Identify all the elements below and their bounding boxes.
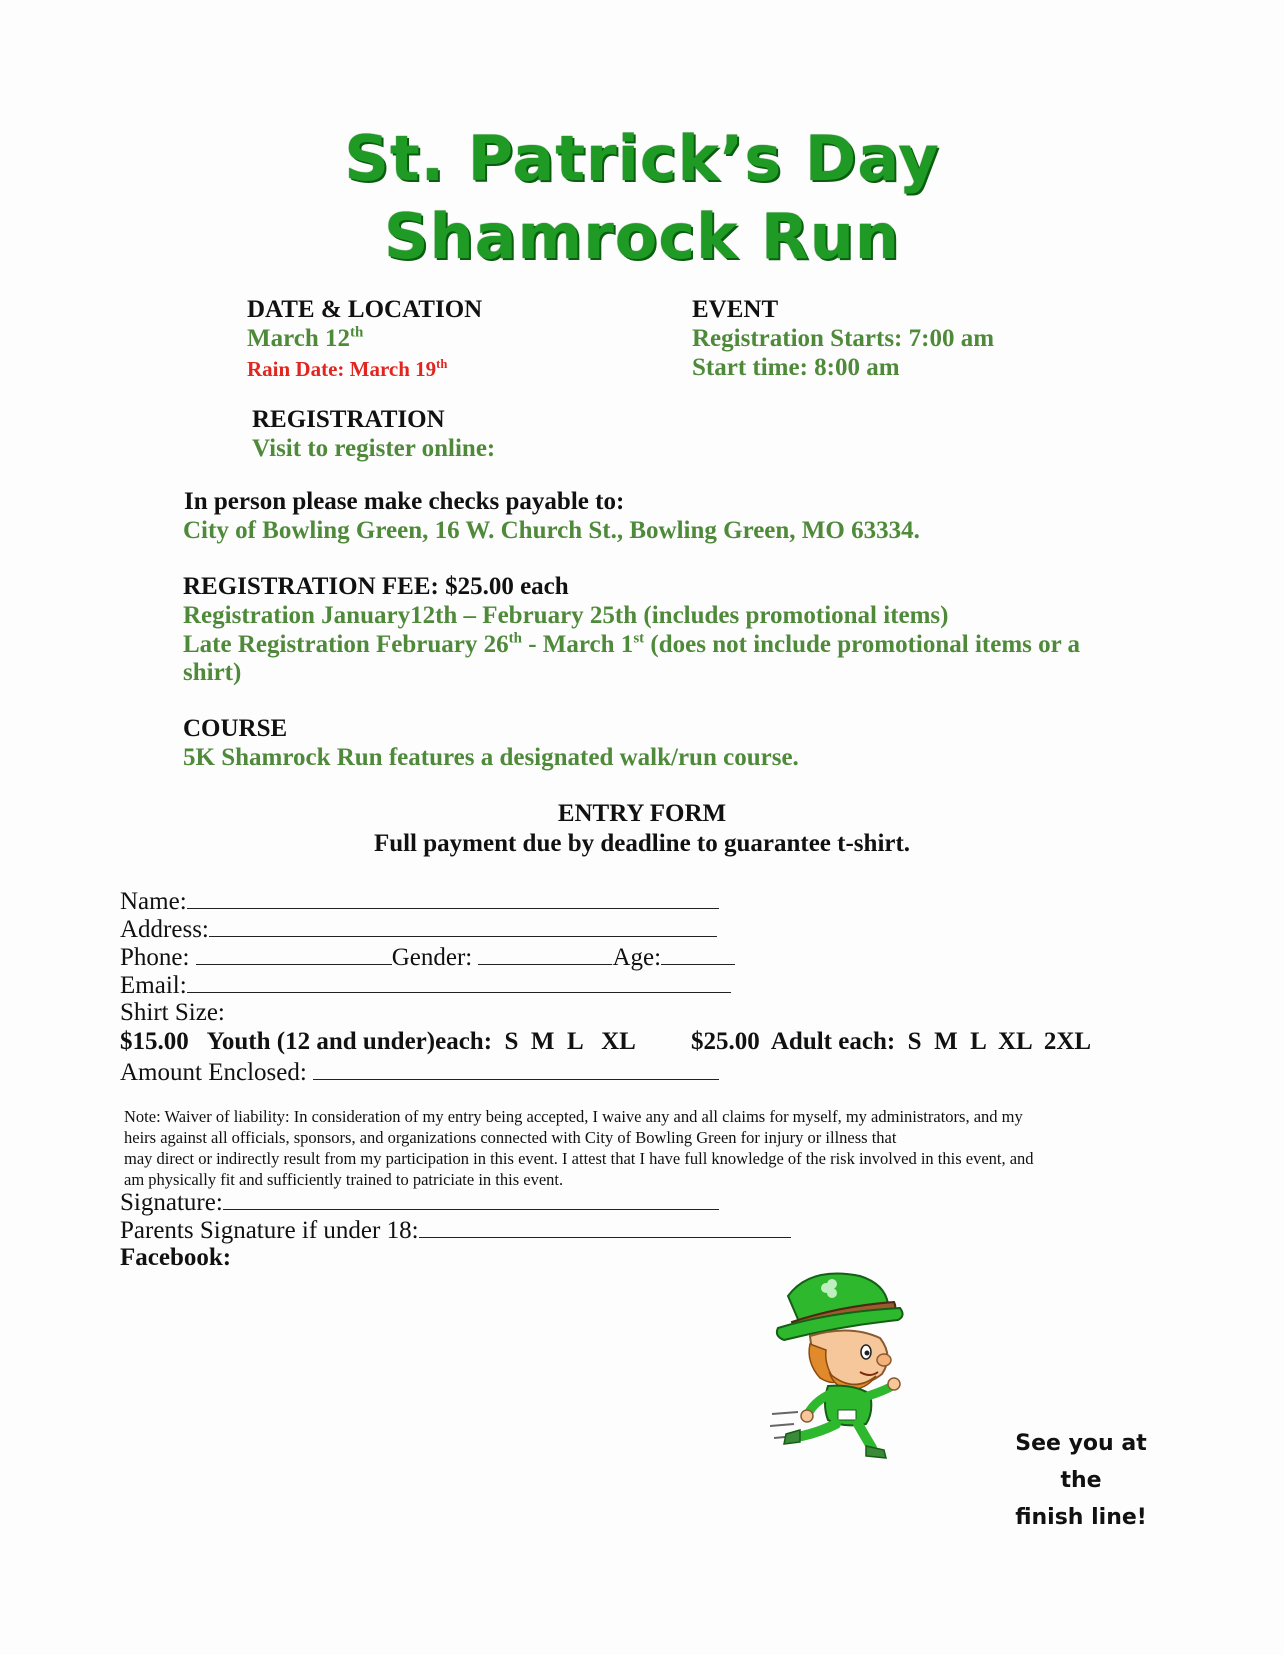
name-field[interactable] [187, 886, 719, 909]
email-field-row [120, 970, 731, 1000]
age-label: Age: [612, 944, 662, 971]
date-location-heading: DATE & LOCATION [247, 296, 483, 323]
name-field-row [120, 886, 719, 916]
register-online-text: Visit to register online: [252, 435, 496, 462]
facebook-label: Facebook: [120, 1244, 232, 1271]
phone-label: Phone: [120, 944, 190, 971]
registration-start-time: Registration Starts: 7:00 am [692, 325, 995, 352]
phone-field[interactable] [196, 942, 392, 965]
name-label: Name: [120, 888, 187, 915]
course-heading: COURSE [183, 715, 288, 742]
email-label: Email: [120, 972, 187, 999]
signature-label: Signature: [120, 1189, 223, 1216]
payable-address: City of Bowling Green, 16 W. Church St., Bowling Green, MO 63334. [183, 517, 920, 544]
course-text: 5K Shamrock Run features a designated walk/run course. [183, 744, 799, 771]
waiver-note: Note: Waiver of liability: In consideration of my entry being accepted, I waive any and all claims for myself, my administrators, and my heirs against all officials, sponsors, and organizations connected with City of Bowling Green for injury or illness that may direct or indirectly result from my participation in this event. I attest that I have full knowledge of the risk involved in this event, and am physically fit and sufficiently trained to patriciate in this event. [124, 1107, 1034, 1189]
youth-shirt-sizes: $15.00 Youth (12 and under)each: S M L XL [120, 1028, 636, 1055]
amount-field-row [120, 1057, 719, 1087]
title-line1: St. Patrick’s Day [344, 122, 940, 195]
gender-field[interactable] [478, 942, 612, 965]
closing-message: See you at the finish line! [1015, 1431, 1147, 1530]
phone-gender-age-row [120, 942, 735, 972]
event-heading: EVENT [692, 296, 779, 323]
entry-form-subheading: Full payment due by deadline to guarantee t-shirt. [373, 830, 911, 857]
age-field[interactable] [661, 942, 735, 965]
email-field[interactable] [187, 970, 731, 993]
registration-heading: REGISTRATION [252, 406, 445, 433]
signature-field[interactable] [223, 1187, 719, 1210]
shirt-size-label: Shirt Size: [120, 999, 225, 1026]
address-field[interactable] [209, 914, 717, 937]
fee-late-registration-cont: shirt) [183, 659, 242, 686]
signature-row [120, 1187, 719, 1217]
leprechaun-runner-illustration [770, 1266, 920, 1462]
amount-field[interactable] [313, 1057, 719, 1080]
entry-form-heading: ENTRY FORM [557, 800, 727, 827]
amount-label: Amount Enclosed: [120, 1059, 307, 1086]
fee-early-registration: Registration January12th – February 25th (includes promotional items) [183, 602, 949, 629]
adult-shirt-sizes: $25.00 Adult each: S M L XL 2XL [691, 1028, 1092, 1055]
rain-date: Rain Date: March 19th [247, 357, 448, 381]
in-person-heading: In person please make checks payable to: [184, 488, 625, 515]
event-date: March 12th [247, 324, 364, 352]
title-line2: Shamrock Run [384, 200, 900, 273]
parent-signature-row [120, 1215, 791, 1245]
parent-signature-field[interactable] [419, 1215, 791, 1238]
gender-label: Gender: [391, 944, 473, 971]
address-label: Address: [120, 916, 209, 943]
parent-signature-label: Parents Signature if under 18: [120, 1217, 419, 1244]
address-field-row [120, 914, 717, 944]
race-start-time: Start time: 8:00 am [692, 354, 900, 381]
fee-heading: REGISTRATION FEE: $25.00 each [183, 573, 569, 600]
fee-late-registration: Late Registration February 26th - March 1st (does not include promotional items or a [183, 630, 1081, 658]
